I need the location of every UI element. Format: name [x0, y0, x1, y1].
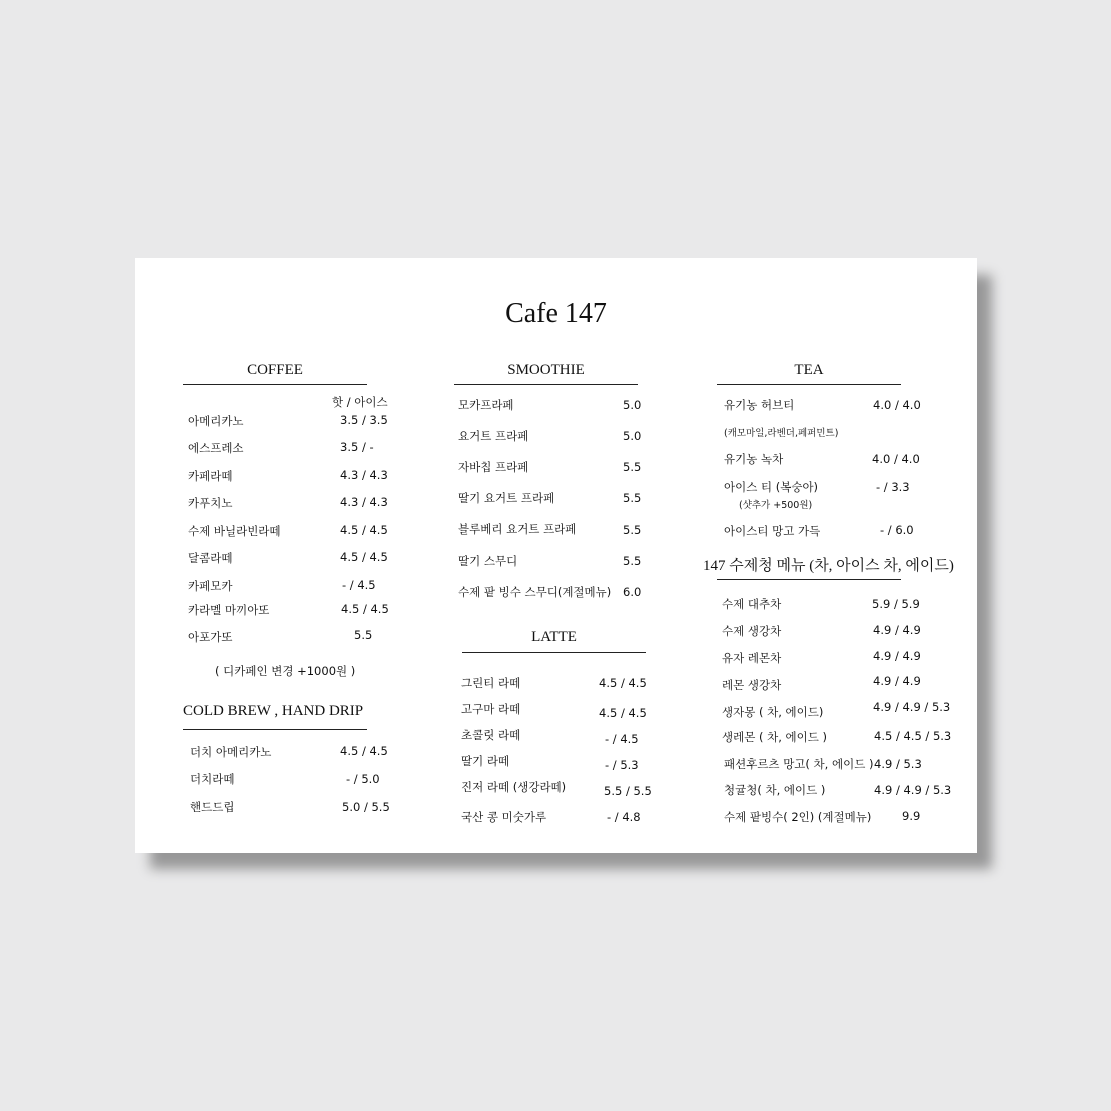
coffee-item-price: 3.5 / - — [340, 440, 374, 454]
syrup-item-price: 4.9 / 4.9 / 5.3 — [874, 783, 952, 797]
syrup-rule — [717, 579, 901, 580]
latte-item-name: 초콜릿 라떼 — [461, 728, 521, 742]
coffee-item-price: 4.3 / 4.3 — [340, 495, 388, 509]
latte-item-price: - / 4.8 — [607, 810, 641, 824]
coffee-item-name: 카페라떼 — [188, 469, 233, 483]
tea-item-name: 유기농 허브티 — [724, 398, 795, 412]
cold-brew-heading: COLD BREW , HAND DRIP — [183, 703, 364, 719]
coffee-item-name: 카페모카 — [188, 579, 233, 593]
syrup-item-price: 4.9 / 5.3 — [874, 757, 922, 771]
smoothie-item-price: 5.0 — [623, 429, 642, 443]
coffee-item-name: 아포가또 — [188, 630, 233, 644]
syrup-item-price: 4.9 / 4.9 / 5.3 — [873, 700, 951, 714]
smoothie-item-price: 5.5 — [623, 554, 642, 568]
syrup-item-name: 청귤청( 차, 에이드 ) — [724, 783, 826, 797]
decaf-note: ( 디카페인 변경 +1000원 ) — [215, 664, 356, 678]
latte-item-price: 5.5 / 5.5 — [604, 784, 652, 798]
coffee-item-price: 3.5 / 3.5 — [340, 413, 388, 427]
coffee-heading: COFFEE — [247, 362, 303, 378]
smoothie-item-price: 5.5 — [623, 491, 642, 505]
smoothie-item-price: 5.0 — [623, 398, 642, 412]
latte-item-price: 4.5 / 4.5 — [599, 676, 647, 690]
coffee-item-price: 4.3 / 4.3 — [340, 468, 388, 482]
coffee-item-name: 카라멜 마끼아또 — [188, 603, 270, 617]
latte-item-price: 4.5 / 4.5 — [599, 706, 647, 720]
tea-item-price: - / 6.0 — [880, 523, 914, 537]
coffee-item-price: 4.5 / 4.5 — [340, 523, 388, 537]
coffee-item-price: 4.5 / 4.5 — [341, 602, 389, 616]
latte-rule — [462, 652, 646, 653]
cold-brew-item-price: 5.0 / 5.5 — [342, 800, 390, 814]
cold-brew-item-price: 4.5 / 4.5 — [340, 744, 388, 758]
latte-item-price: - / 5.3 — [605, 758, 639, 772]
smoothie-rule — [454, 384, 638, 385]
tea-rule — [717, 384, 901, 385]
syrup-item-name: 패션후르츠 망고( 차, 에이드 ) — [724, 757, 874, 771]
latte-heading: LATTE — [531, 629, 577, 645]
cafe-title: Cafe 147 — [505, 298, 607, 329]
smoothie-item-price: 5.5 — [623, 523, 642, 537]
coffee-item-name: 달콤라떼 — [188, 551, 233, 565]
coffee-item-price: 5.5 — [354, 628, 373, 642]
tea-item-name: 아이스 티 (복숭아) — [724, 480, 819, 494]
latte-item-name: 진저 라떼 (생강라떼) — [461, 780, 567, 794]
latte-item-name: 딸기 라떼 — [461, 754, 510, 768]
smoothie-item-name: 블루베리 요거트 프라페 — [458, 522, 577, 536]
syrup-item-name: 생자몽 ( 차, 에이드) — [722, 705, 824, 719]
menu-card — [135, 258, 977, 853]
coffee-item-name: 수제 바닐라빈라떼 — [188, 524, 281, 538]
latte-item-name: 그린티 라떼 — [461, 676, 521, 690]
cold-brew-item-name: 핸드드립 — [190, 800, 235, 814]
coffee-item-name: 아메리카노 — [188, 414, 244, 428]
latte-item-name: 고구마 라떼 — [461, 702, 521, 716]
syrup-item-name: 수제 생강차 — [722, 624, 782, 638]
cold-brew-rule — [183, 729, 367, 730]
smoothie-item-name: 딸기 스무디 — [458, 554, 518, 568]
smoothie-item-name: 요거트 프라페 — [458, 429, 529, 443]
syrup-item-price: 4.9 / 4.9 — [873, 649, 921, 663]
smoothie-item-price: 6.0 — [623, 585, 642, 599]
tea-shot-note: (샷추가 +500원) — [739, 500, 813, 511]
tea-item-price: 4.0 / 4.0 — [872, 452, 920, 466]
coffee-col-header: 핫 / 아이스 — [332, 395, 388, 409]
syrup-item-price: 5.9 / 5.9 — [872, 597, 920, 611]
smoothie-item-name: 딸기 요거트 프라페 — [458, 491, 555, 505]
cold-brew-item-name: 더치라떼 — [190, 772, 235, 786]
latte-item-name: 국산 콩 미숫가루 — [461, 810, 547, 824]
coffee-item-price: - / 4.5 — [342, 578, 376, 592]
syrup-item-name: 유자 레몬차 — [722, 651, 782, 665]
syrup-item-name: 수제 팥빙수( 2인) (계절메뉴) — [724, 810, 872, 824]
smoothie-item-name: 자바칩 프라페 — [458, 460, 529, 474]
cold-brew-item-price: - / 5.0 — [346, 772, 380, 786]
cold-brew-item-name: 더치 아메리카노 — [190, 745, 272, 759]
smoothie-item-price: 5.5 — [623, 460, 642, 474]
syrup-heading: 147 수제청 메뉴 (차, 아이스 차, 에이드) — [703, 558, 954, 574]
latte-item-price: - / 4.5 — [605, 732, 639, 746]
smoothie-item-name: 수제 팥 빙수 스무디(계절메뉴) — [458, 585, 612, 599]
tea-herb-note: (캐모마일,라벤더,페퍼민트) — [724, 428, 839, 439]
tea-item-price: - / 3.3 — [876, 480, 910, 494]
coffee-item-name: 에스프레소 — [188, 441, 244, 455]
coffee-rule — [183, 384, 367, 385]
smoothie-heading: SMOOTHIE — [507, 362, 585, 378]
syrup-item-name: 수제 대추차 — [722, 597, 782, 611]
tea-item-name: 아이스티 망고 가득 — [724, 524, 821, 538]
smoothie-item-name: 모카프라페 — [458, 398, 514, 412]
tea-item-price: 4.0 / 4.0 — [873, 398, 921, 412]
syrup-item-price: 4.5 / 4.5 / 5.3 — [874, 729, 952, 743]
syrup-item-price: 4.9 / 4.9 — [873, 623, 921, 637]
tea-item-name: 유기농 녹차 — [724, 452, 784, 466]
syrup-item-name: 생레몬 ( 차, 에이드 ) — [722, 730, 828, 744]
tea-heading: TEA — [794, 362, 824, 378]
syrup-item-name: 레몬 생강차 — [722, 678, 782, 692]
syrup-item-price: 9.9 — [902, 809, 921, 823]
syrup-item-price: 4.9 / 4.9 — [873, 674, 921, 688]
coffee-item-name: 카푸치노 — [188, 496, 233, 510]
coffee-item-price: 4.5 / 4.5 — [340, 550, 388, 564]
